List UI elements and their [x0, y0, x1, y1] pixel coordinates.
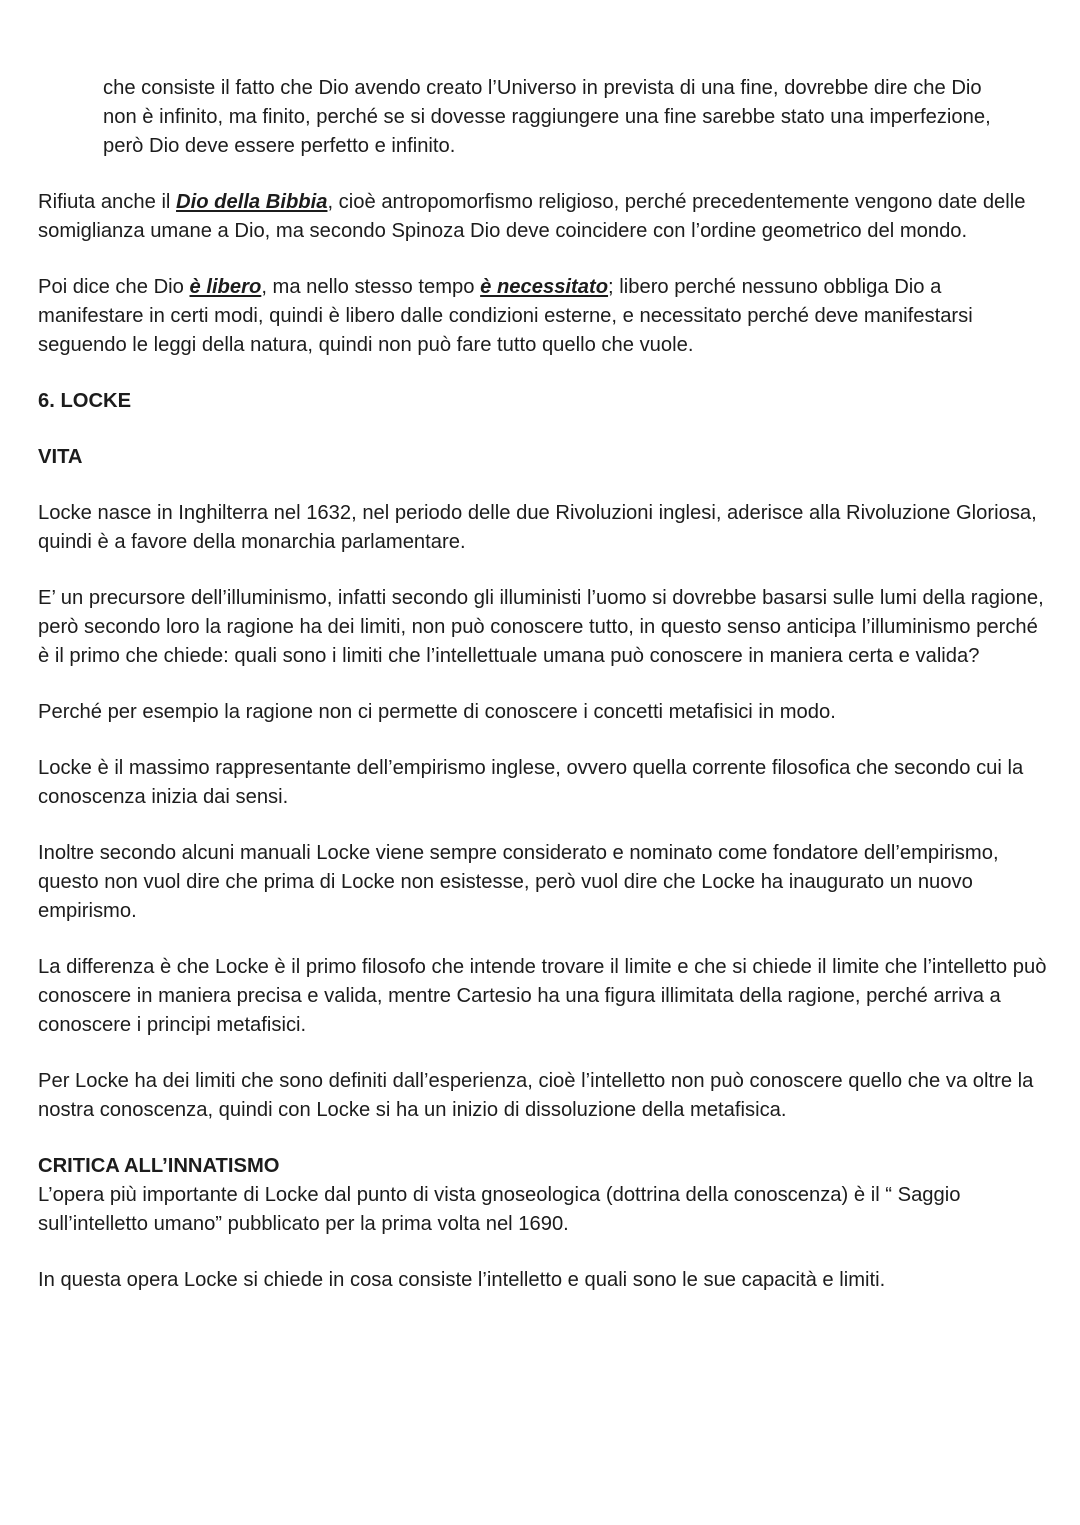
paragraph-nasce: Locke nasce in Inghilterra nel 1632, nel periodo delle due Rivoluzioni inglesi, aderisce alla Rivoluzione Gloriosa, quindi è a favore della monarchia parlamentare.: [38, 502, 1037, 553]
paragraph-dio-libero: [38, 273, 1048, 360]
paragraph-limiti: Per Locke ha dei limiti che sono definiti dall’esperienza, cioè l’intelletto non può conoscere quello che va oltre la nostra conoscenza, quindi con Locke si ha un inizio di dissoluzione della metafisica.: [38, 1070, 1034, 1121]
paragraph-questa-opera: In questa opera Locke si chiede in cosa consiste l’intelletto e quali sono le sue capacità e limiti.: [38, 1269, 886, 1291]
paragraph-inoltre: Inoltre secondo alcuni manuali Locke viene sempre considerato e nominato come fondatore dell’empirismo, questo non vuol dire che prima di Locke non esistesse, però vuol dire che Locke ha inaugurato un nuovo empirismo.: [38, 842, 999, 922]
section-heading-locke: 6. LOCKE: [38, 390, 132, 412]
paragraph-dio-bibbia: [38, 188, 1048, 246]
subheading-vita: VITA: [38, 446, 83, 468]
text-run: Rifiuta anche il: [38, 191, 177, 213]
paragraph-perche: Perché per esempio la ragione non ci permette di conoscere i concetti metafisici in modo.: [38, 701, 836, 723]
subheading-critica-innatismo: CRITICA ALL’INNATISMO: [38, 1155, 280, 1177]
emphasis-dio-della-bibbia: Dio della Bibbia: [176, 191, 328, 213]
paragraph-opera: L’opera più importante di Locke dal punto di vista gnoseologica (dottrina della conoscenza) è il “ Saggio sull’intelletto umano” pubblicato per la prima volta nel 1690.: [38, 1184, 961, 1235]
text-run: , ma nello stesso tempo: [261, 276, 481, 298]
text-run: ; libero perché nessuno obbliga Dio a manifestare in certi modi, quindi è libero dalle condizioni esterne, e necessitato perché deve manifestarsi seguendo le leggi della natura, quindi non può fare tutto quello che vuole.: [38, 276, 973, 356]
paragraph-massimo-rappresentante: Locke è il massimo rappresentante dell’empirismo inglese, ovvero quella corrente filosofica che secondo cui la conoscenza inizia dai sensi.: [38, 757, 1024, 808]
text-run: Poi dice che Dio: [38, 276, 190, 298]
text-run: , cioè antropomorfismo religioso, perché precedentemente vengono date delle somiglianza umane a Dio, ma secondo Spinoza Dio deve coincidere con l’ordine geometrico del mondo.: [38, 191, 1026, 242]
paragraph-precursore: E’ un precursore dell’illuminismo, infatti secondo gli illuministi l’uomo si dovrebbe basarsi sulle lumi della ragione, però secondo loro la ragione ha dei limiti, non può conoscere tutto, in questo senso anticipa l’illuminismo perché è il primo che chiede: quali sono i limiti che l’intellettuale umana può conoscere in maniera certa e valida?: [38, 587, 1044, 667]
paragraph-differenza: La differenza è che Locke è il primo filosofo che intende trovare il limite e che si chiede il limite che l’intelletto può conoscere in maniera precisa e valida, mentre Cartesio ha una figura illimitata della ragione, perché arriva a conoscere i principi metafisici.: [38, 956, 1047, 1036]
document-page: [38, 74, 1048, 1295]
emphasis-e-libero: è libero: [189, 276, 262, 298]
emphasis-e-necessitato: è necessitato: [480, 276, 609, 298]
paragraph-continuation: che consiste il fatto che Dio avendo creato l’Universo in prevista di una fine, dovrebbe dire che Dio non è infinito, ma finito, perché se si dovesse raggiungere una fine sarebbe stato una imperfezione, però Dio deve essere perfetto e infinito.: [103, 77, 991, 157]
